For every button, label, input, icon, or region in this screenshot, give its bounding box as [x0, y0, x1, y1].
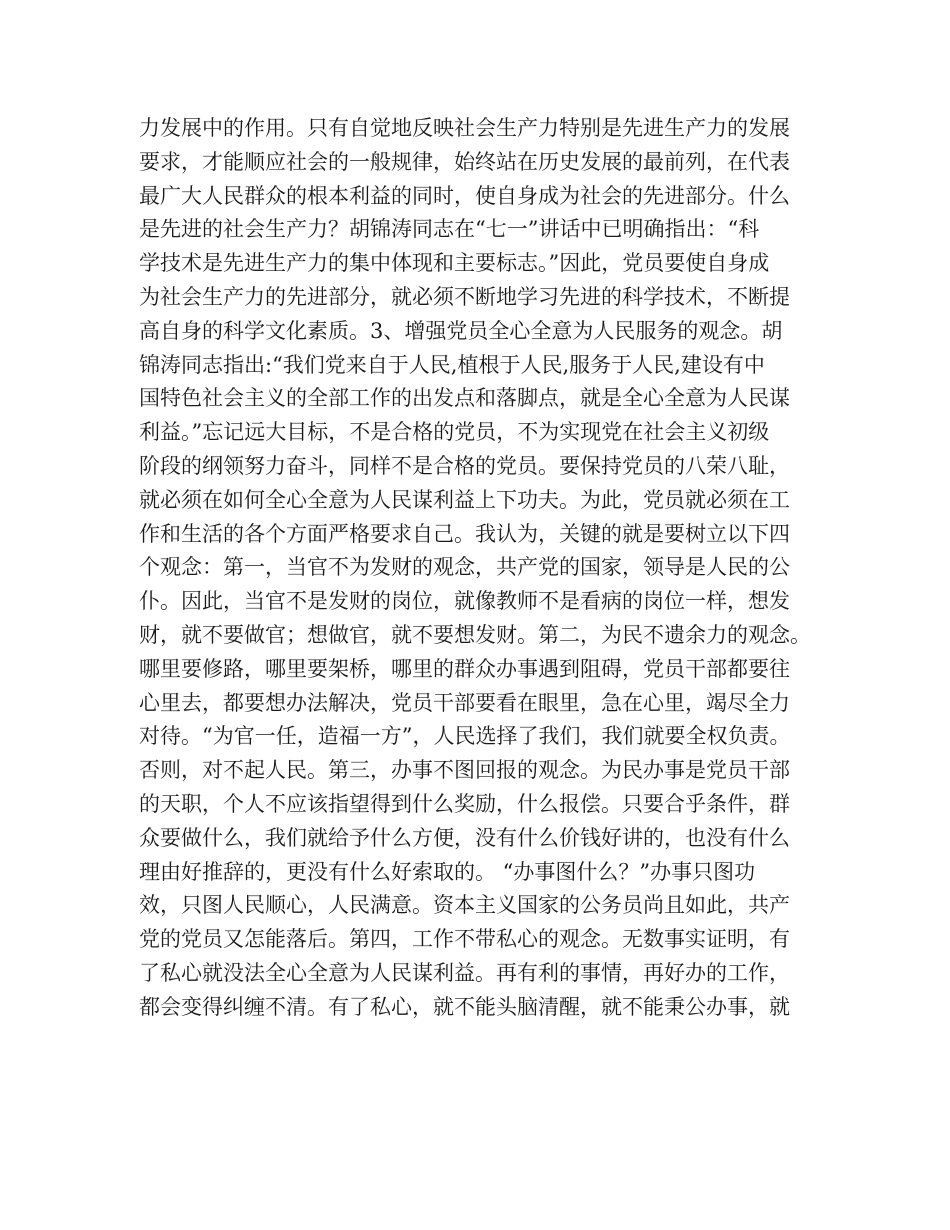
text-line: 利益。”忘记远大目标，不是合格的党员，不为实现党在社会主义初级 [139, 420, 770, 445]
text-line: 心里去，都要想办法解决，党员干部要看在眼里，急在心里，竭尽全力 [139, 690, 790, 715]
text-line: 就必须在如何全心全意为人民谋利益上下功夫。为此，党员就必须在工 [139, 487, 790, 512]
text-line: 力发展中的作用。只有自觉地反映社会生产力特别是先进生产力的发展 [139, 116, 790, 140]
text-line: 为社会生产力的先进部分，就必须不断地学习先进的科学技术，不断提 [139, 284, 790, 309]
text-line: 的天职，个人不应该指望得到什么奖励，什么报偿。只要合乎条件，群 [139, 791, 790, 816]
text-line: 阶段的纲领努力奋斗，同样不是合格的党员。要保持党员的八荣八耻， [139, 453, 790, 478]
text-line: 对待。“为官一任，造福一方”，人民选择了我们，我们就要全权负责。 [139, 724, 791, 749]
text-line: 党的党员又怎能落后。第四，工作不带私心的观念。无数事实证明，有 [139, 927, 790, 952]
text-line: 仆。因此，当官不是发财的岗位，就像教师不是看病的岗位一样，想发 [139, 589, 790, 614]
text-line: 否则，对不起人民。第三，办事不图回报的观念。为民办事是党员干部 [139, 758, 790, 783]
text-line: 锦涛同志指出:“我们党来自于人民,植根于人民,服务于人民,建设有中 [139, 352, 765, 377]
text-line: 最广大人民群众的根本利益的同时，使自身成为社会的先进部分。什么 [139, 183, 790, 208]
text-line: 作和生活的各个方面严格要求自己。我认为，关键的就是要树立以下四 [139, 521, 790, 546]
body-text [139, 112, 829, 1025]
text-line: 高自身的科学文化素质。3、增强党员全心全意为人民服务的观念。胡 [139, 318, 783, 343]
text-line: 理由好推辞的，更没有什么好索取的。 “办事图什么？”办事只图功 [139, 859, 756, 884]
text-line: 哪里要修路，哪里要架桥，哪里的群众办事遇到阻碍，党员干部都要往 [139, 656, 790, 681]
text-line: 国特色社会主义的全部工作的出发点和落脚点，就是全心全意为人民谋 [139, 386, 790, 411]
text-line: 都会变得纠缠不清。有了私心，就不能头脑清醒，就不能秉公办事，就 [139, 994, 790, 1019]
text-line: 要求，才能顺应社会的一般规律，始终站在历史发展的最前列，在代表 [139, 149, 790, 174]
text-line: 众要做什么，我们就给予什么方便，没有什么价钱好讲的，也没有什么 [139, 825, 790, 850]
text-line: 个观念：第一，当官不为发财的观念，共产党的国家，领导是人民的公 [139, 555, 790, 580]
text-line: 效，只图人民顺心，人民满意。资本主义国家的公务员尚且如此，共产 [139, 893, 790, 918]
text-line: 是先进的社会生产力？胡锦涛同志在“七一”讲话中已明确指出：“科 [139, 217, 760, 242]
text-line: 学技术是先进生产力的集中体现和主要标志。”因此，党员要使自身成 [139, 251, 770, 276]
text-line: 了私心就没法全心全意为人民谋利益。再有利的事情，再好办的工作， [139, 960, 790, 985]
text-line: 财，就不要做官；想做官，就不要想发财。第二，为民不遗余力的观念。 [139, 622, 811, 647]
